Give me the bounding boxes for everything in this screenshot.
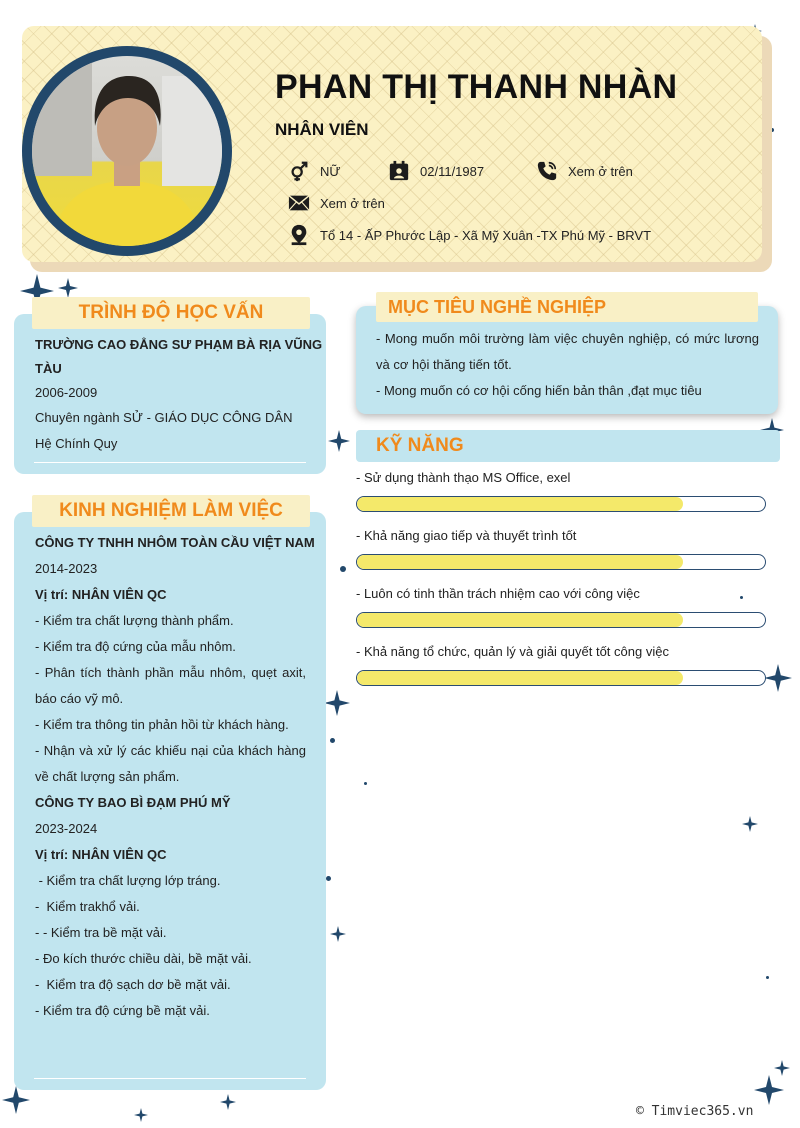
dot-decoration xyxy=(766,976,769,979)
experience-line: CÔNG TY BAO BÌ ĐẠM PHÚ MỸ xyxy=(35,795,231,810)
skill-progress-fill xyxy=(357,613,683,627)
gender-info xyxy=(288,160,341,182)
copyright-footer: © Timviec365.vn xyxy=(636,1104,754,1119)
career-goal-line: và cơ hội thăng tiến tốt. xyxy=(376,357,512,372)
experience-line: - Đo kích thước chiều dài, bề mặt vải. xyxy=(35,951,252,966)
experience-line: - Kiểm trakhổ vải. xyxy=(35,899,140,914)
education-divider xyxy=(34,462,306,463)
skill-label: - Sử dụng thành thạo MS Office, exel xyxy=(356,470,571,485)
phone-info[interactable] xyxy=(536,160,633,182)
experience-line: CÔNG TY TNHH NHÔM TOÀN CẦU VIỆT NAM xyxy=(35,535,315,550)
star-decoration xyxy=(330,926,346,942)
envelope-icon xyxy=(288,192,310,214)
school-name-line2: TÀU xyxy=(35,361,62,376)
skill-label: - Khả năng tổ chức, quản lý và giải quyết tốt công việc xyxy=(356,644,669,659)
candidate-title: NHÂN VIÊN xyxy=(275,120,369,139)
experience-line: Vị trí: NHÂN VIÊN QC xyxy=(35,847,167,862)
star-decoration xyxy=(764,664,792,692)
star-decoration xyxy=(328,430,350,452)
experience-line: - Kiểm tra độ cứng của mẫu nhôm. xyxy=(35,639,236,654)
star-decoration xyxy=(742,816,758,832)
birthdate-info xyxy=(388,160,484,182)
skills-heading-bar xyxy=(356,430,780,462)
gender-icon xyxy=(288,160,310,182)
education-major: Chuyên ngành SỬ - GIÁO DỤC CÔNG DÂN xyxy=(35,410,293,425)
star-decoration xyxy=(58,278,78,298)
skill-label: - Khả năng giao tiếp và thuyết trình tốt xyxy=(356,528,577,543)
skill-progress-bar xyxy=(356,496,766,512)
experience-line: - - Kiểm tra bề mặt vải. xyxy=(35,925,167,940)
education-type: Hệ Chính Quy xyxy=(35,436,118,451)
star-decoration xyxy=(220,1094,236,1110)
experience-line: 2023-2024 xyxy=(35,821,98,836)
skill-progress-bar xyxy=(356,612,766,628)
experience-line: - Kiểm tra độ cứng bề mặt vải. xyxy=(35,1003,210,1018)
star-decoration xyxy=(754,1074,784,1106)
experience-line: Vị trí: NHÂN VIÊN QC xyxy=(35,587,167,602)
gender-value: NỮ xyxy=(320,163,341,179)
experience-line: - Nhận và xử lý các khiếu nại của khách hàng xyxy=(35,743,306,758)
phone-icon xyxy=(536,160,558,182)
experience-line: - Kiểm tra thông tin phản hồi từ khách hàng. xyxy=(35,717,289,732)
star-decoration xyxy=(134,1108,148,1122)
experience-line: - Kiểm tra chất lượng thành phẩm. xyxy=(35,613,234,628)
dot-decoration xyxy=(364,782,367,785)
star-decoration xyxy=(324,690,350,716)
birthdate-value: 02/11/1987 xyxy=(420,163,485,179)
avatar xyxy=(22,46,232,256)
experience-line: - Phân tích thành phần mẫu nhôm, quẹt axit, xyxy=(35,665,306,680)
phone-value: Xem ở trên xyxy=(568,163,633,179)
skills-heading: KỸ NĂNG xyxy=(376,435,464,456)
skill-progress-fill xyxy=(357,555,683,569)
experience-line: báo cáo vỹ mô. xyxy=(35,691,124,706)
email-value: Xem ở trên xyxy=(320,195,385,211)
experience-line: 2014-2023 xyxy=(35,561,98,576)
person-silhouette-icon xyxy=(32,56,222,246)
experience-line: về chất lượng sản phẩm. xyxy=(35,769,180,784)
education-years: 2006-2009 xyxy=(35,385,98,400)
calendar-icon xyxy=(388,160,410,182)
experience-line: - Kiểm tra độ sạch dơ bề mặt vải. xyxy=(35,977,231,992)
profile-photo xyxy=(32,56,222,246)
skill-label: - Luôn có tinh thần trách nhiệm cao với công việc xyxy=(356,586,640,601)
dot-decoration xyxy=(740,596,743,599)
experience-line: - Kiểm tra chất lượng lớp tráng. xyxy=(35,873,221,888)
skill-progress-bar xyxy=(356,670,766,686)
skill-progress-fill xyxy=(357,497,683,511)
experience-divider xyxy=(34,1078,306,1079)
email-info[interactable] xyxy=(288,192,385,214)
dot-decoration xyxy=(340,566,346,572)
map-pin-icon xyxy=(288,224,310,246)
school-name-line1: TRƯỜNG CAO ĐẲNG SƯ PHẠM BÀ RỊA VŨNG xyxy=(35,337,323,352)
education-heading: TRÌNH ĐỘ HỌC VẤN xyxy=(32,297,310,329)
career-goal-line: - Mong muốn có cơ hội cống hiến bản thân ,đạt mục tiêu xyxy=(376,383,702,398)
dot-decoration xyxy=(326,876,331,881)
candidate-name: PHAN THỊ THANH NHÀN xyxy=(275,68,678,106)
career-goal-line: - Mong muốn môi trường làm việc chuyên nghiệp, có mức lương xyxy=(376,331,759,346)
star-decoration xyxy=(774,1060,790,1076)
address-info xyxy=(288,224,651,246)
skill-progress-fill xyxy=(357,671,683,685)
dot-decoration xyxy=(330,738,335,743)
address-value: Tổ 14 - ẤP Phước Lập - Xã Mỹ Xuân -TX Phú Mỹ - BRVT xyxy=(320,227,652,243)
career-goal-heading: MỤC TIÊU NGHỀ NGHIỆP xyxy=(376,292,758,322)
skill-progress-bar xyxy=(356,554,766,570)
experience-heading: KINH NGHIỆM LÀM VIỆC xyxy=(32,495,310,527)
